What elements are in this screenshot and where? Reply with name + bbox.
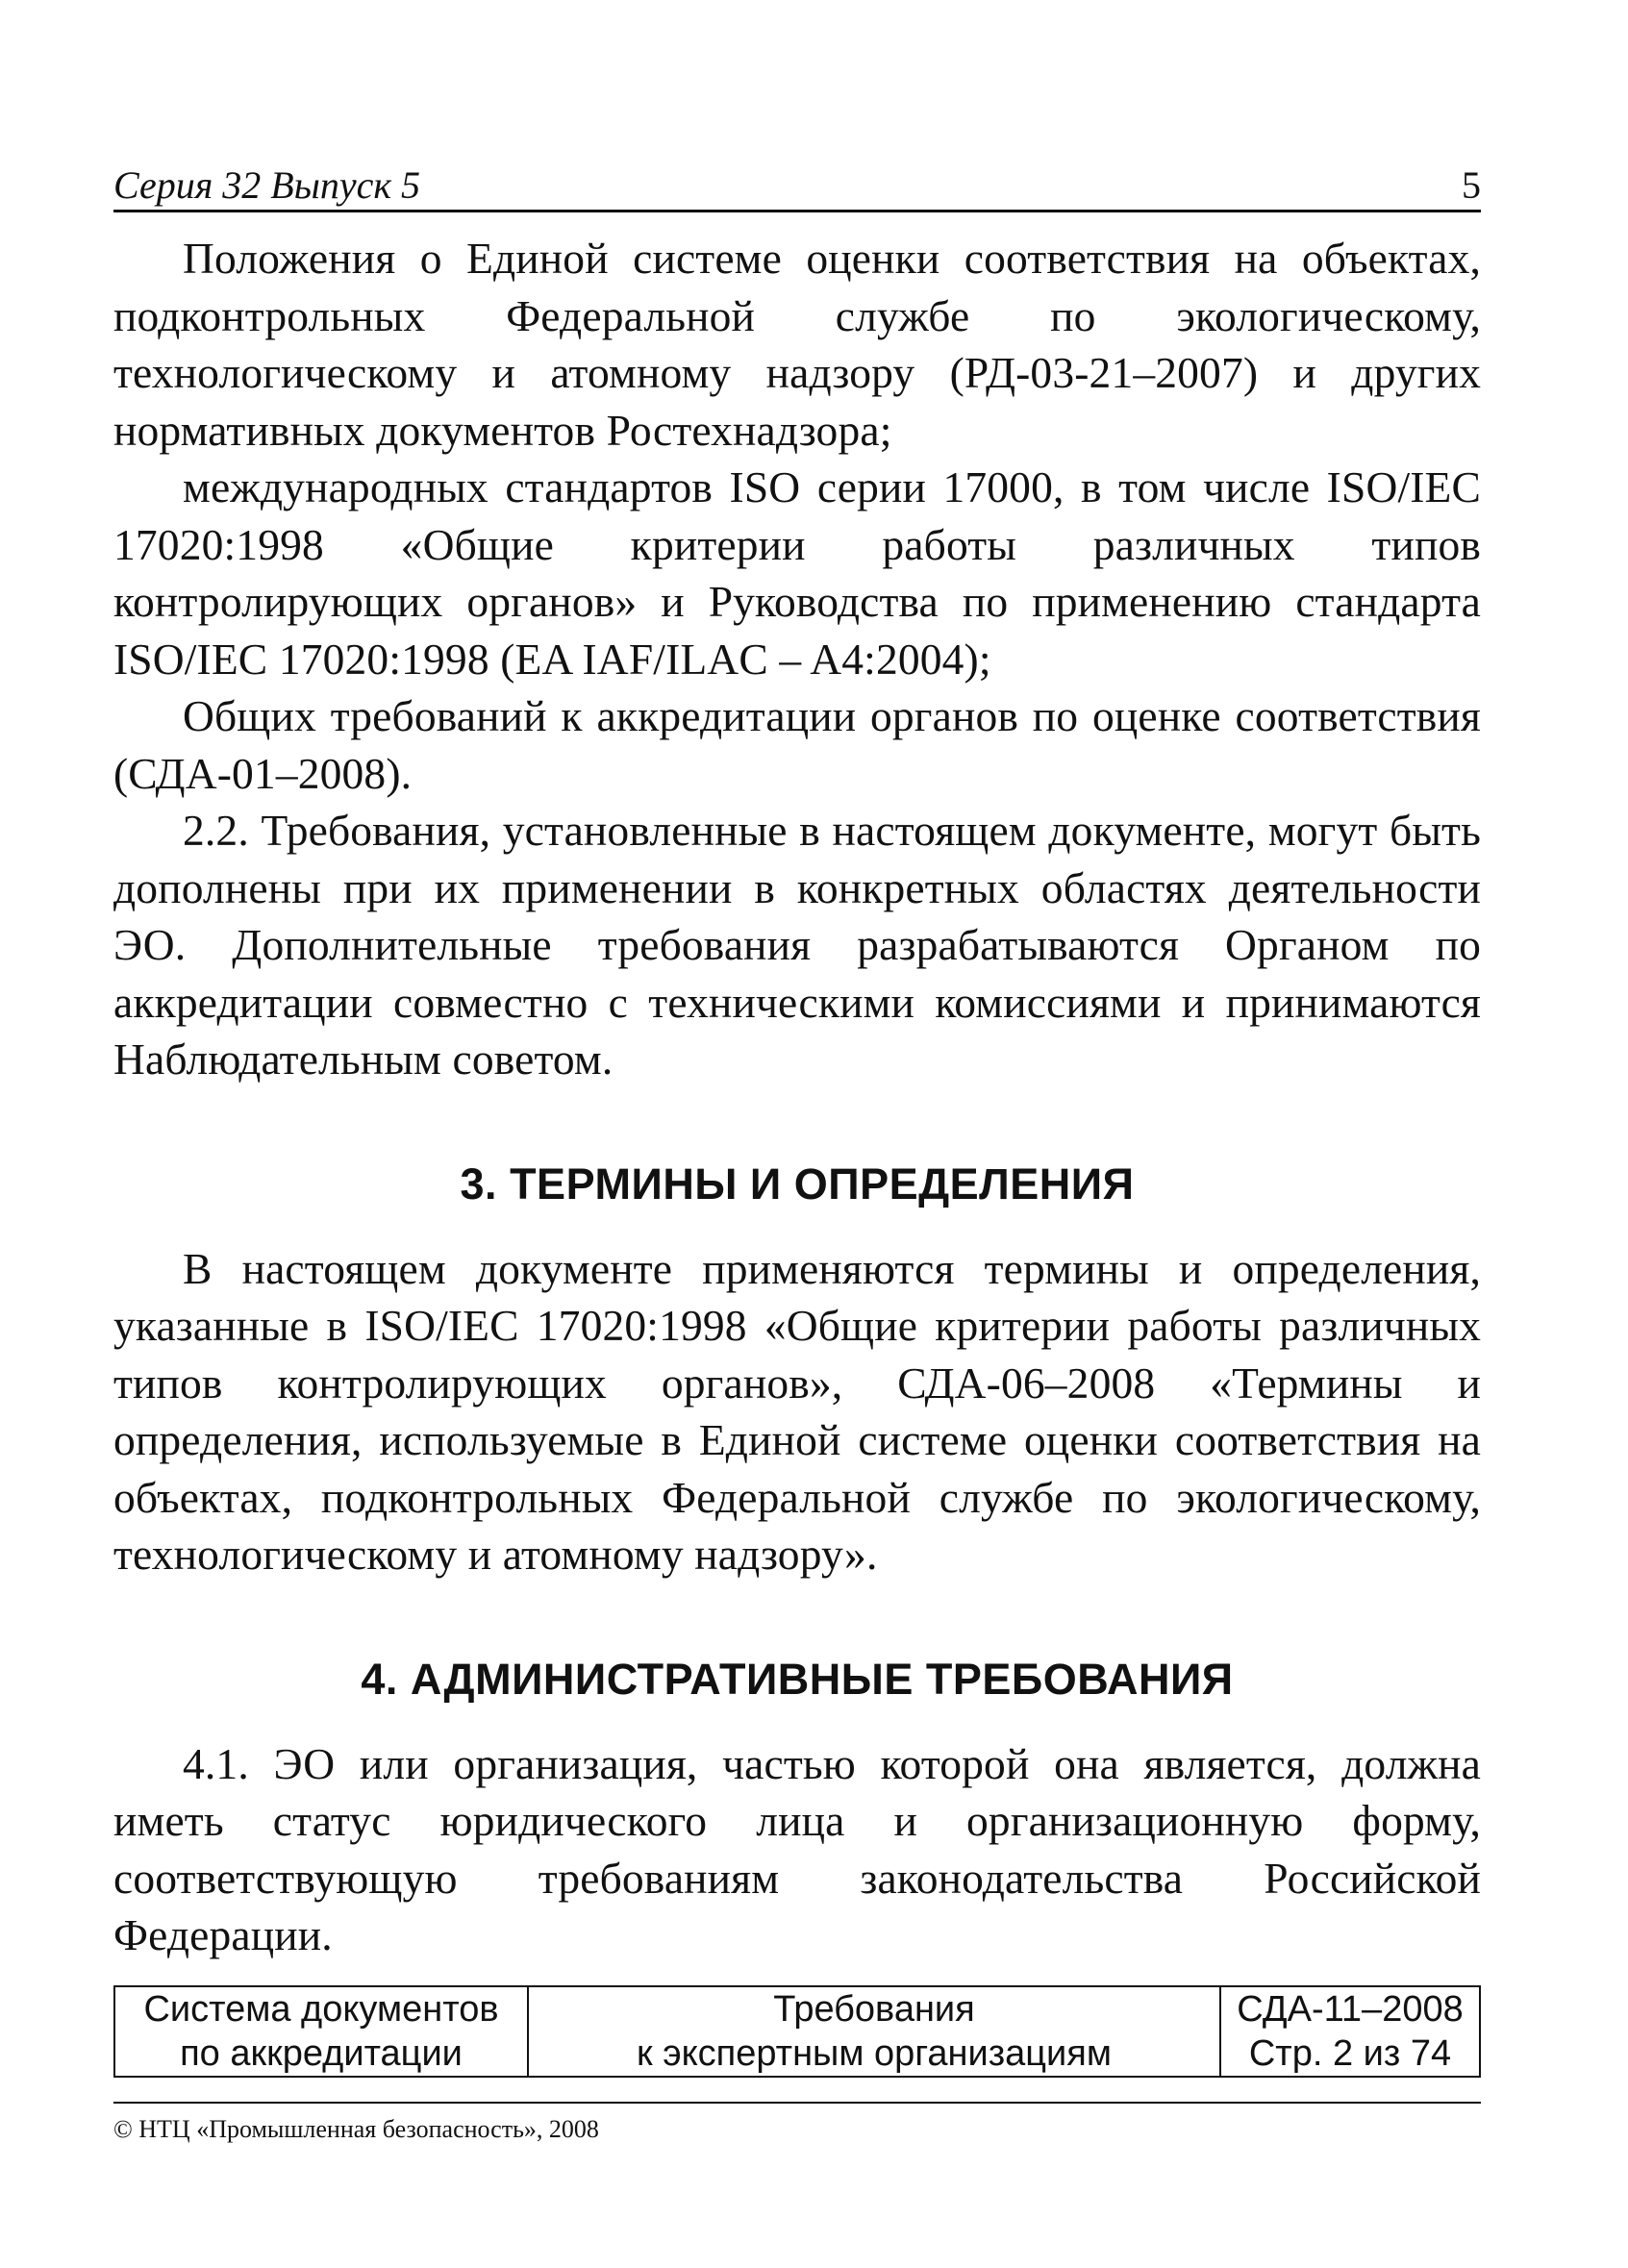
doc-code: СДА-11–2008 <box>1237 1988 1464 2030</box>
table-cell <box>528 1986 1220 2077</box>
doc-title-line2: к экспертным организациям <box>637 2032 1112 2074</box>
paragraph: Общих требований к аккредитации органов по оценке соответствия (СДА-01–2008). <box>113 691 1481 798</box>
table-cell <box>1220 1986 1480 2077</box>
series-label: Серия 32 Выпуск 5 <box>113 163 421 207</box>
paragraph: международных стандартов ISO серии 17000, в том числе ISO/IEC 17020:1998 «Общие критерии работы различных типов контролирующих органов» и Руководства по применению стандарта ISO/IEC 17020:1998 (EA IAF/ILAC – A4:2004); <box>113 462 1481 684</box>
doc-title-line1: Требования <box>773 1988 975 2030</box>
doc-system-line1: Система документов <box>143 1988 499 2030</box>
page-content <box>113 163 1481 2078</box>
divider <box>113 2102 1481 2104</box>
section-heading-terms: 3. ТЕРМИНЫ И ОПРЕДЕЛЕНИЯ <box>460 1159 1135 1209</box>
paragraph: 4.1. ЭО или организация, частью которой она является, должна иметь статус юридического лица и организационную форму, соответствующую требованиям законодательства Российской Федерации. <box>113 1738 1481 1959</box>
paragraph: 2.2. Требования, установленные в настоящем документе, могут быть дополнены при их применении в конкретных областях деятельности ЭО. Дополнительные требования разрабатываются Органом по аккредитации совместно с техническими комиссиями и принимаются Наблюдательным советом. <box>113 806 1481 1084</box>
copyright-notice: © НТЦ «Промышленная безопасность», 2008 <box>113 2115 599 2143</box>
table-cell <box>114 1986 528 2077</box>
paragraph: Положения о Единой системе оценки соответствия на объектах, подконтрольных Федеральной службе по экологическому, технологическому и атомному надзору (РД-03-21–2007) и других нормативных документов Ростехнадзора; <box>113 234 1481 455</box>
doc-system-line2: по аккредитации <box>180 2032 463 2074</box>
page-number: 5 <box>1462 163 1481 207</box>
paragraph: В настоящем документе применяются термины и определения, указанные в ISO/IEC 17020:1998 «Общие критерии работы различных типов контролирующих органов», СДА-06–2008 «Термины и определения, используемые в Единой системе оценки соответствия на объектах, подконтрольных Федеральной службе по экологическому, технологическому и атомному надзору». <box>113 1243 1481 1579</box>
doc-page-count: Стр. 2 из 74 <box>1248 2032 1452 2074</box>
running-header <box>113 163 1481 212</box>
document-info-table <box>113 1985 1481 2078</box>
section-heading-administrative: 4. АДМИНИСТРАТИВНЫЕ ТРЕБОВАНИЯ <box>361 1654 1234 1704</box>
